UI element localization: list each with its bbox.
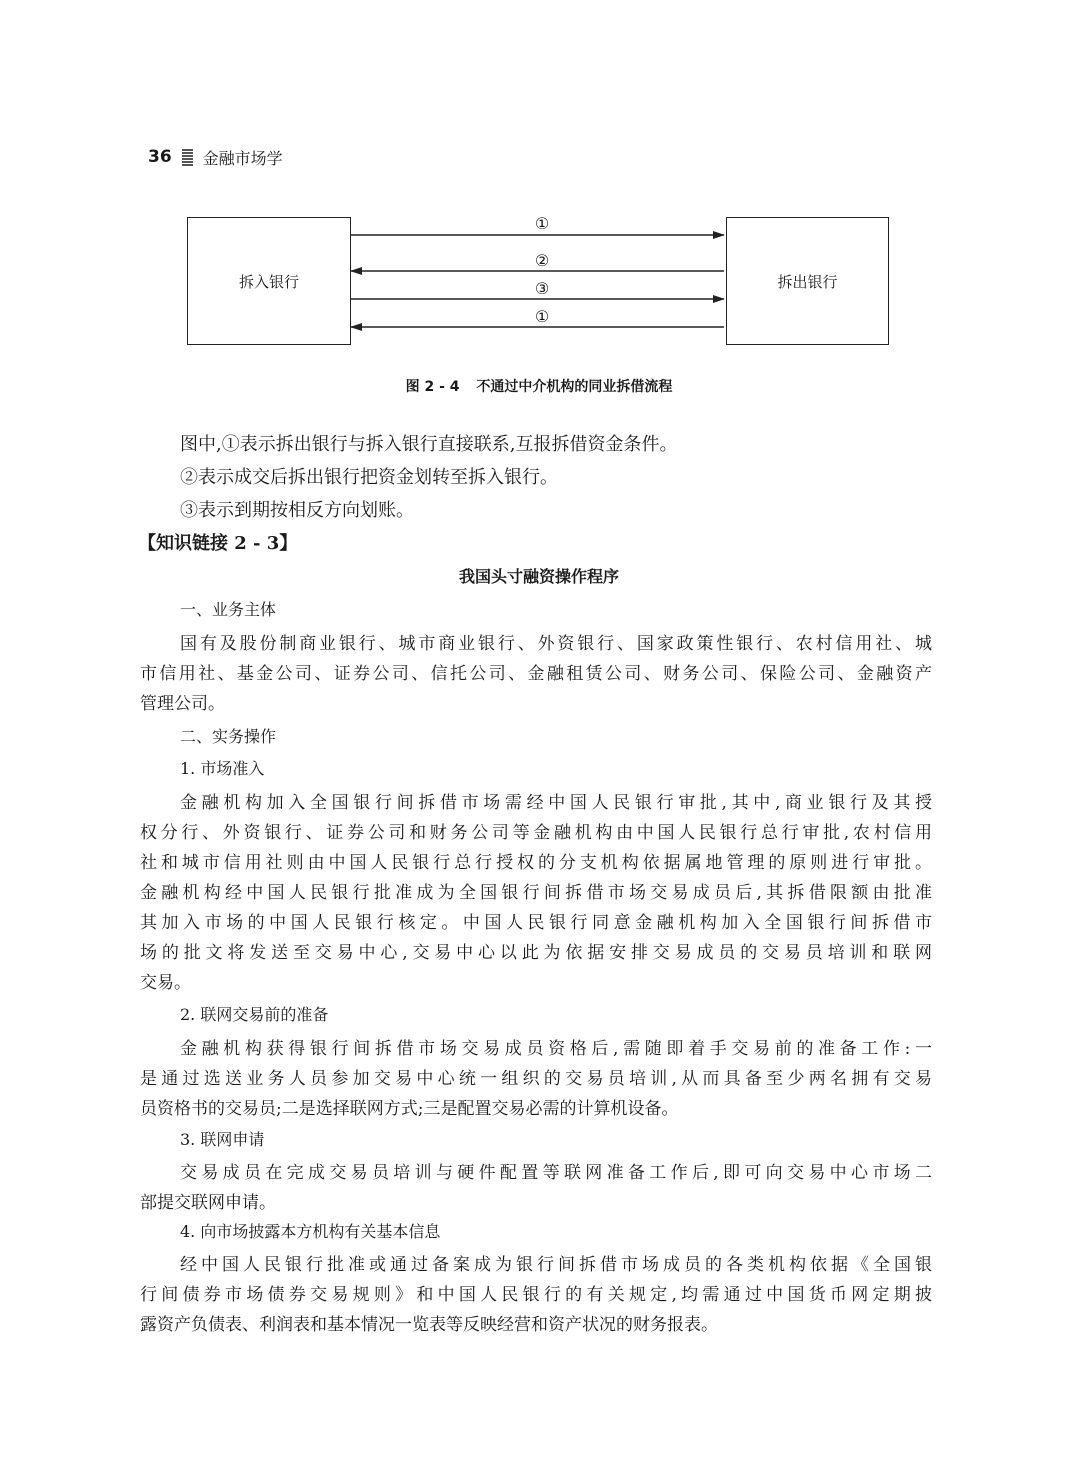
arrow-label-4: ① <box>534 307 550 326</box>
p2-line-3: 社和城市信用社则由中国人民银行总行授权的分支机构依据属地管理的原则进行审批。 <box>140 853 932 873</box>
figure-caption <box>0 376 1078 396</box>
arrow-label-2: ② <box>534 251 550 270</box>
p1-line-3: 管理公司。 <box>140 694 225 714</box>
p2-line-7: 交易。 <box>140 973 191 993</box>
flow-arrows <box>0 0 1078 400</box>
borrowing-bank-label: 拆入银行 <box>238 272 299 291</box>
p2-line-6: 场的批文将发送至交易中心,交易中心以此为依据安排交易成员的交易员培训和联网 <box>140 943 932 963</box>
p4-line-1: 交易成员在完成交易员培训与硬件配置等联网准备工作后,即可向交易中心市场二 <box>180 1163 932 1183</box>
p3-line-1: 金融机构获得银行间拆借市场交易成员资格后,需随即着手交易前的准备工作:一 <box>180 1039 932 1059</box>
p4-line-2: 部提交联网申请。 <box>140 1193 276 1213</box>
book-title: 金融市场学 <box>202 148 283 168</box>
p5-line-3: 露资产负债表、利润表和基本情况一览表等反映经营和资产状况的财务报表。 <box>140 1315 718 1335</box>
p3-line-3: 员资格书的交易员;二是选择联网方式;三是配置交易必需的计算机设备。 <box>140 1099 679 1119</box>
page-number: 36 <box>148 147 172 167</box>
running-header <box>148 146 283 168</box>
heading-practice: 二、实务操作 <box>180 727 277 746</box>
heading-business-subject: 一、业务主体 <box>180 600 277 619</box>
lending-bank-box <box>726 217 889 345</box>
p2-line-5: 其加入市场的中国人民银行核定。中国人民银行同意金融机构加入全国银行间拆借市 <box>140 913 932 933</box>
section-title: 我国头寸融资操作程序 <box>458 567 619 586</box>
subheading-disclosure: 4. 向市场披露本方机构有关基本信息 <box>180 1222 441 1241</box>
p1-line-2: 市信用社、基金公司、证券公司、信托公司、金融租赁公司、财务公司、保险公司、金融资产 <box>140 664 932 684</box>
p5-line-1: 经中国人民银行批准或通过备案成为银行间拆借市场成员的各类机构依据《全国银 <box>180 1255 932 1275</box>
borrowing-bank-box <box>187 217 351 345</box>
arrow-label-1: ① <box>534 214 550 233</box>
p1-line-1: 国有及股份制商业银行、城市商业银行、外资银行、国家政策性银行、农村信用社、城 <box>180 634 932 654</box>
figure-title: 不通过中介机构的同业拆借流程 <box>476 379 673 395</box>
figure-number: 图 2 - 4 <box>405 379 460 395</box>
header-separator-icon <box>182 148 193 166</box>
subheading-network-application: 3. 联网申请 <box>180 1130 265 1149</box>
p2-line-1: 金融机构加入全国银行间拆借市场需经中国人民银行审批,其中,商业银行及其授 <box>180 793 932 813</box>
p2-line-2: 权分行、外资银行、证券公司和财务公司等金融机构由中国人民银行总行审批,农村信用 <box>140 823 932 843</box>
subheading-market-access: 1. 市场准入 <box>180 759 265 778</box>
subheading-preparation: 2. 联网交易前的准备 <box>180 1005 329 1024</box>
p3-line-2: 是通过选送业务人员参加交易中心统一组织的交易员培训,从而具备至少两名拥有交易 <box>140 1069 932 1089</box>
figure-note-2: ②表示成交后拆出银行把资金划转至拆入银行。 <box>180 467 558 488</box>
p2-line-4: 金融机构经中国人民银行批准成为全国银行间拆借市场交易成员后,其拆借限额由批准 <box>140 883 932 903</box>
figure-note-1: 图中,①表示拆出银行与拆入银行直接联系,互报拆借资金条件。 <box>180 434 678 455</box>
p5-line-2: 行间债券市场债券交易规则》和中国人民银行的有关规定,均需通过中国货币网定期披 <box>140 1285 932 1305</box>
knowledge-link-title: 【知识链接 2 - 3】 <box>138 533 298 554</box>
figure-note-3: ③表示到期按相反方向划账。 <box>180 500 414 521</box>
arrow-label-3: ③ <box>534 279 550 298</box>
lending-bank-label: 拆出银行 <box>777 272 838 291</box>
